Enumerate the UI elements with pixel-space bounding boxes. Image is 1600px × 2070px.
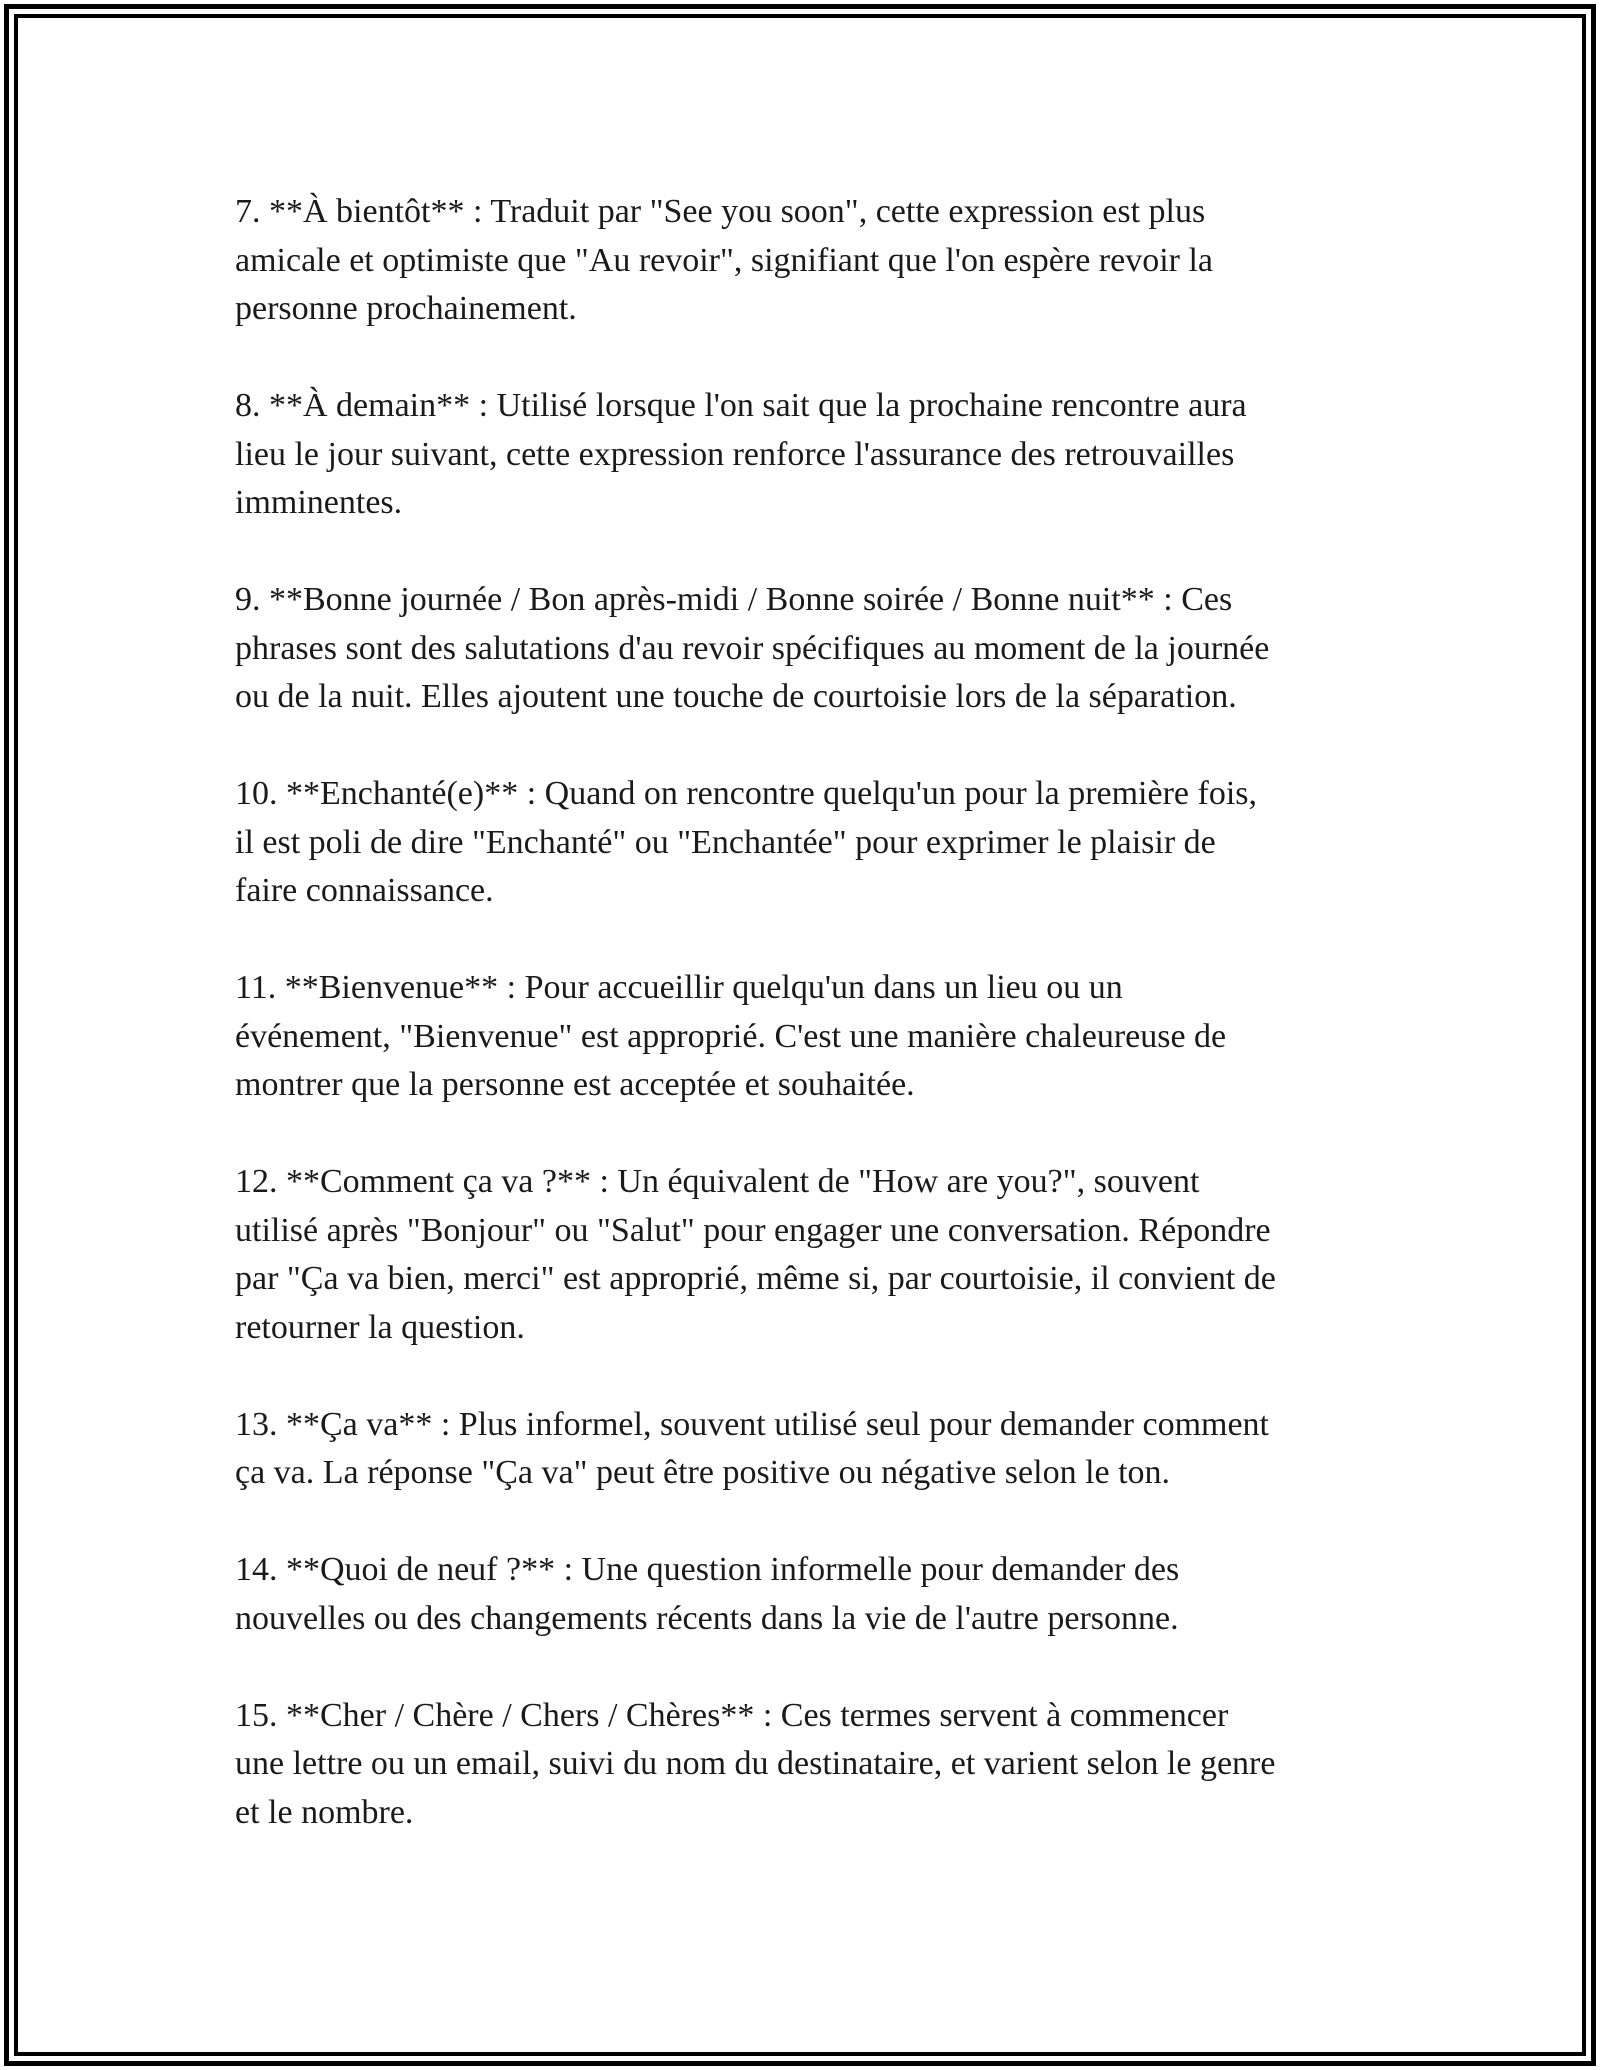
paragraph-item-10: 10. **Enchanté(e)** : Quand on rencontre quelqu'un pour la première fois, il est poli de dire "Enchanté" ou "Enchantée" pour exprimer le plaisir de faire connaissance.: [235, 775, 1258, 909]
paragraph-item-12: 12. **Comment ça va ?** : Un équivalent de "How are you?", souvent utilisé après "Bonjour" ou "Salut" pour engager une conversation. Répondre par "Ça va bien, merci" est approprié, même si, par courtoisie, il convient de retourner la question.: [235, 1163, 1276, 1346]
paragraph-item-8: 8. **À demain** : Utilisé lorsque l'on sait que la prochaine rencontre aura lieu le jour suivant, cette expression renforce l'assurance des retrouvailles imminentes.: [235, 387, 1247, 521]
document-body: [235, 188, 1365, 1886]
paragraph-item-14: 14. **Quoi de neuf ?** : Une question informelle pour demander des nouvelles ou des changements récents dans la vie de l'autre personne.: [235, 1551, 1180, 1637]
paragraph-item-13: 13. **Ça va** : Plus informel, souvent utilisé seul pour demander comment ça va. La réponse "Ça va" peut être positive ou négative selon le ton.: [235, 1405, 1269, 1491]
paragraph-item-7: 7. **À bientôt** : Traduit par "See you soon", cette expression est plus amicale et optimiste que "Au revoir", signifiant que l'on espère revoir la personne prochainement.: [235, 193, 1214, 327]
paragraph-item-9: 9. **Bonne journée / Bon après-midi / Bonne soirée / Bonne nuit** : Ces phrases sont des salutations d'au revoir spécifiques au moment de la journée ou de la nuit. Elles ajoutent une touche de courtoisie lors de la séparation.: [235, 581, 1270, 715]
paragraph-item-11: 11. **Bienvenue** : Pour accueillir quelqu'un dans un lieu ou un événement, "Bienvenue" est approprié. C'est une manière chaleureuse de montrer que la personne est acceptée et souhaitée.: [235, 969, 1227, 1103]
paragraph-item-15: 15. **Cher / Chère / Chers / Chères** : Ces termes servent à commencer une lettre ou un email, suivi du nom du destinataire, et varient selon le genre et le nombre.: [235, 1696, 1276, 1831]
